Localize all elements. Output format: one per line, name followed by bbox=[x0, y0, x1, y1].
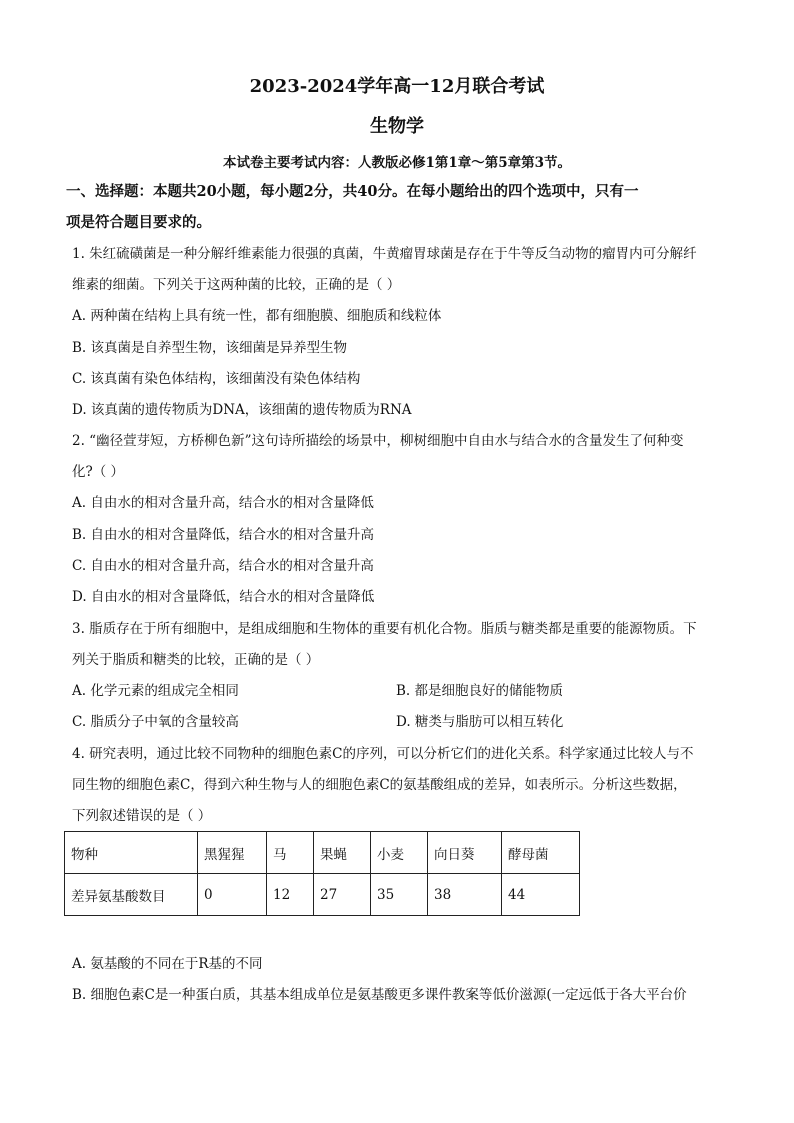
q4-stem-line1: 4. 研究表明，通过比较不同物种的细胞色素C的序列，可以分析它们的进化关系。科学家通过比较人与不 bbox=[72, 746, 694, 762]
q4-stem-line3: 下列叙述错误的是（ ） bbox=[72, 808, 212, 824]
q4-option-a: A. 氨基酸的不同在于R基的不同 bbox=[72, 956, 263, 972]
q1-stem-line1: 1. 朱红硫磺菌是一种分解纤维素能力很强的真菌，牛黄瘤胃球菌是存在于牛等反刍动物的瘤胃内可分解纤 bbox=[72, 246, 697, 262]
exam-title: 2023-2024学年高一12月联合考试 bbox=[249, 76, 545, 97]
q1-option-d: D. 该真菌的遗传物质为DNA，该细菌的遗传物质为RNA bbox=[72, 402, 412, 418]
q1-stem-line2: 维素的细菌。下列关于这两种菌的比较，正确的是（ ） bbox=[72, 277, 401, 293]
table-cell: 35 bbox=[371, 874, 428, 916]
q1-option-c: C. 该真菌有染色体结构，该细菌没有染色体结构 bbox=[72, 371, 361, 387]
subject-title: 生物学 bbox=[370, 116, 424, 137]
q3-stem-line1: 3. 脂质存在于所有细胞中，是组成细胞和生物体的重要有机化合物。脂质与糖类都是重要的能源物质。下 bbox=[72, 621, 697, 637]
q4-stem-line2: 同生物的细胞色素C，得到六种生物与人的细胞色素C的氨基酸组成的差异，如表所示。分析这些数据， bbox=[72, 777, 687, 793]
table-cell: 差异氨基酸数目 bbox=[65, 874, 198, 916]
q4-option-b: B. 细胞色素C是一种蛋白质，其基本组成单位是氨基酸更多课件教案等低价滋源(一定远低于各大平台价 bbox=[72, 987, 687, 1003]
q3-option-a: A. 化学元素的组成完全相同 bbox=[72, 683, 239, 699]
table-header-cell: 酵母菌 bbox=[502, 832, 580, 874]
q3-option-d: D. 糖类与脂肪可以相互转化 bbox=[396, 714, 564, 730]
q2-stem-line1: 2. “幽径萱芽短，方桥柳色新”这句诗所描绘的场景中，柳树细胞中自由水与结合水的含量发生了何种变 bbox=[72, 433, 684, 449]
q2-option-d: D. 自由水的相对含量降低，结合水的相对含量降低 bbox=[72, 589, 375, 605]
table-cell: 27 bbox=[314, 874, 371, 916]
q2-stem-line2: 化?（ ） bbox=[72, 464, 125, 480]
table-header-row bbox=[65, 832, 580, 874]
q3-option-c: C. 脂质分子中氧的含量较高 bbox=[72, 714, 239, 730]
section-heading-line1: 一、选择题：本题共20小题，每小题2分，共40分。在每小题给出的四个选项中，只有一 bbox=[66, 183, 639, 200]
q3-stem-line2: 列关于脂质和糖类的比较，正确的是（ ） bbox=[72, 652, 320, 668]
table-header-cell: 果蝇 bbox=[314, 832, 371, 874]
amino-acid-difference-table bbox=[64, 831, 580, 916]
table-row bbox=[65, 874, 580, 916]
table-cell: 12 bbox=[267, 874, 314, 916]
q2-option-b: B. 自由水的相对含量降低，结合水的相对含量升高 bbox=[72, 527, 375, 543]
table-header-cell: 物种 bbox=[65, 832, 198, 874]
q2-option-c: C. 自由水的相对含量升高，结合水的相对含量升高 bbox=[72, 558, 374, 574]
q2-option-a: A. 自由水的相对含量升高，结合水的相对含量降低 bbox=[72, 495, 374, 511]
q1-option-b: B. 该真菌是自养型生物，该细菌是异养型生物 bbox=[72, 340, 348, 356]
table-header-cell: 小麦 bbox=[371, 832, 428, 874]
table-cell: 44 bbox=[502, 874, 580, 916]
q3-option-b: B. 都是细胞良好的储能物质 bbox=[396, 683, 564, 699]
table-cell: 38 bbox=[428, 874, 502, 916]
exam-scope: 本试卷主要考试内容：人教版必修1第1章～第5章第3节。 bbox=[222, 155, 572, 171]
table-header-cell: 向日葵 bbox=[428, 832, 502, 874]
section-heading-line2: 项是符合题目要求的。 bbox=[66, 214, 211, 231]
table-header-cell: 黑猩猩 bbox=[198, 832, 267, 874]
table-header-cell: 马 bbox=[267, 832, 314, 874]
q1-option-a: A. 两种菌在结构上具有统一性，都有细胞膜、细胞质和线粒体 bbox=[72, 308, 442, 324]
table-cell: 0 bbox=[198, 874, 267, 916]
